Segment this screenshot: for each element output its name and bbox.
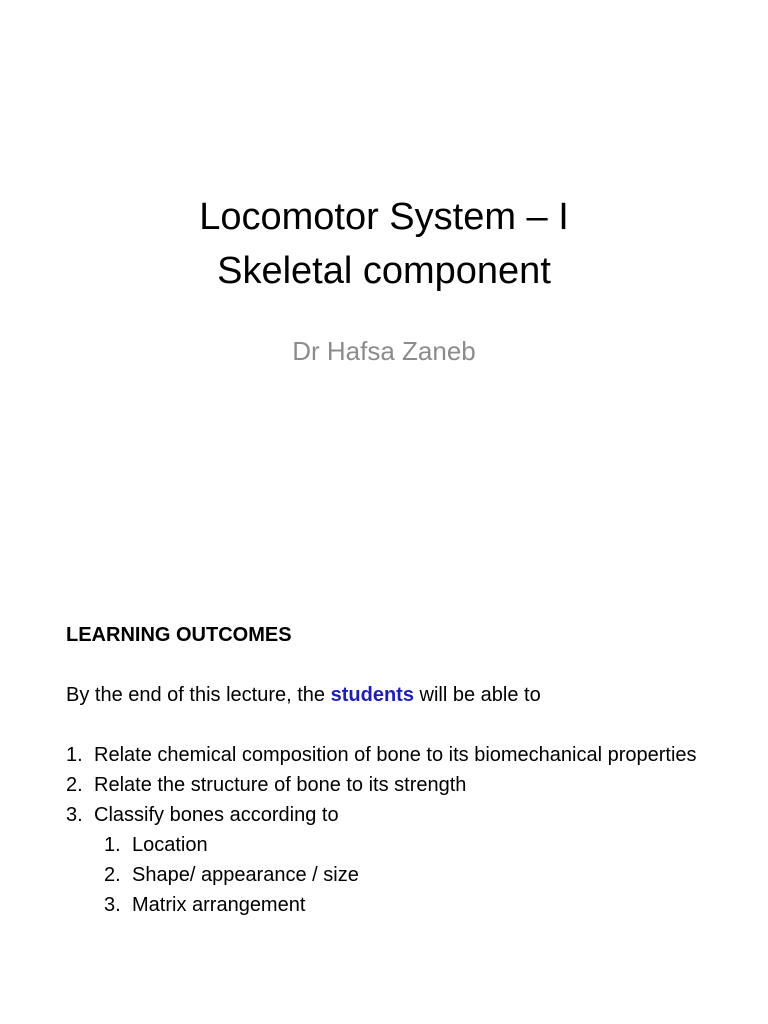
outcome-text: Relate chemical composition of bone to its biomechanical properties [94, 744, 697, 766]
outcome-number: 1. [66, 744, 83, 766]
outcome-number: 2. [66, 774, 83, 796]
outcomes-list [66, 740, 726, 920]
intro-text-before: By the end of this lecture, the [66, 684, 331, 706]
classification-item [94, 860, 726, 890]
author-subtitle: Dr Hafsa Zaneb [292, 336, 476, 366]
intro-highlight: students [330, 684, 414, 706]
outcome-item [66, 800, 726, 920]
classification-number: 3. [104, 894, 121, 916]
outcome-number: 3. [66, 804, 83, 826]
classification-text: Shape/ appearance / size [132, 864, 359, 886]
section-heading: LEARNING OUTCOMES [66, 624, 292, 646]
classification-number: 1. [104, 834, 121, 856]
title-line-1: Locomotor System – I [199, 196, 569, 238]
learning-outcomes-slide [0, 576, 768, 1024]
outcome-text: Relate the structure of bone to its strength [94, 774, 467, 796]
slide-content [66, 620, 726, 920]
classification-number: 2. [104, 864, 121, 886]
classification-list [94, 830, 726, 920]
title-line-2: Skeletal component [217, 250, 551, 292]
slide-title [0, 190, 768, 298]
intro-sentence [66, 680, 726, 710]
classification-item [94, 890, 726, 920]
outcome-item [66, 740, 726, 770]
classification-text: Matrix arrangement [132, 894, 306, 916]
outcome-text: Classify bones according to [94, 804, 339, 826]
intro-text-after: will be able to [413, 684, 541, 706]
classification-text: Location [132, 834, 208, 856]
classification-item [94, 830, 726, 860]
outcome-item [66, 770, 726, 800]
